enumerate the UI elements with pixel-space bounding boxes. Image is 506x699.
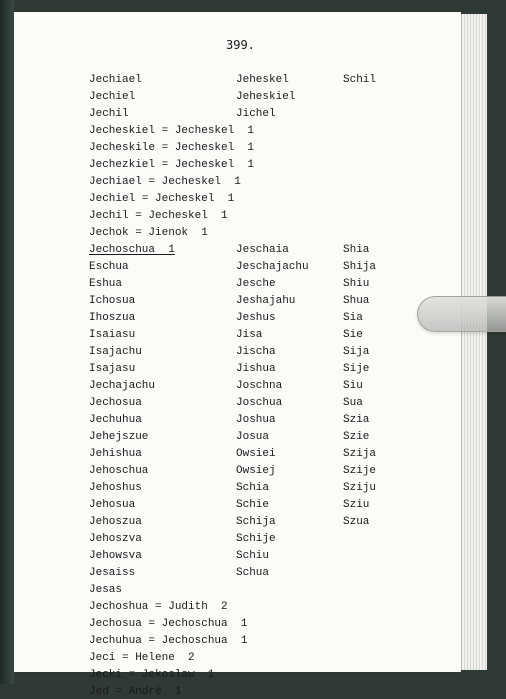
entry-col3-1: Shia — [343, 244, 370, 256]
entry-col2-11: Joschna — [236, 380, 283, 392]
entry-col1-26: Jehoszua — [89, 516, 142, 528]
entry-col3-0: Schil — [343, 74, 377, 86]
entry-col1-30: Jesas — [89, 584, 123, 596]
entry-col2-20: Schije — [236, 533, 276, 545]
page-number: 399. — [226, 38, 255, 52]
entry-col3-10: Sua — [343, 397, 363, 409]
entry-col1-20: Jechuhua — [89, 414, 142, 426]
entry-col3-12: Szie — [343, 431, 370, 443]
entry-col3-5: Sia — [343, 312, 363, 324]
entry-col2-22: Schua — [236, 567, 270, 579]
entry-col1-1: Jechiel — [89, 91, 136, 103]
entry-col3-14: Szije — [343, 465, 377, 477]
entry-col1-17: Isajasu — [89, 363, 136, 375]
entry-col1-6: Jechiael = Jecheskel 1 — [89, 176, 241, 188]
entry-col3-7: Sija — [343, 346, 370, 358]
entry-col1-15: Isaiasu — [89, 329, 136, 341]
entry-col1-25: Jehosua — [89, 499, 136, 511]
book-binding — [0, 0, 14, 684]
entry-col2-9: Jischa — [236, 346, 276, 358]
entry-col1-24: Jehoshus — [89, 482, 142, 494]
entry-col2-15: Owsiei — [236, 448, 276, 460]
entry-col1-11: Eschua — [89, 261, 129, 273]
entry-col1-9: Jechok = Jienok 1 — [89, 227, 208, 239]
entry-col1-3: Jecheskiel = Jecheskel 1 — [89, 125, 255, 137]
entry-col1-14: Ihoszua — [89, 312, 136, 324]
entry-col1-36: Jed = André 1 — [89, 686, 182, 698]
entry-col1-34: Jeci = Helene 2 — [89, 652, 195, 664]
entry-col1-4: Jecheskile = Jecheskel 1 — [89, 142, 255, 154]
entry-col3-16: Sziu — [343, 499, 370, 511]
entry-col3-9: Siu — [343, 380, 363, 392]
entry-col2-5: Jesche — [236, 278, 276, 290]
entry-col3-3: Shiu — [343, 278, 370, 290]
entry-col1-32: Jechosua = Jechoschua 1 — [89, 618, 248, 630]
entry-col3-8: Sije — [343, 363, 370, 375]
entry-col2-4: Jeschajachu — [236, 261, 309, 273]
entry-col1-21: Jehejszue — [89, 431, 149, 443]
entry-col2-10: Jishua — [236, 363, 276, 375]
entry-col1-13: Ichosua — [89, 295, 136, 307]
entry-col2-19: Schija — [236, 516, 276, 528]
section-heading-jechoschua: Jechoschua 1 — [89, 244, 175, 256]
entry-col2-21: Schiu — [236, 550, 270, 562]
entry-col2-13: Joshua — [236, 414, 276, 426]
entry-col1-23: Jehoschua — [89, 465, 149, 477]
entry-col2-2: Jichel — [236, 108, 276, 120]
entry-col3-4: Shua — [343, 295, 370, 307]
entry-col1-33: Jechuhua = Jechoschua 1 — [89, 635, 248, 647]
entry-col2-14: Josua — [236, 431, 270, 443]
entry-col2-3: Jeschaia — [236, 244, 289, 256]
entry-col1-16: Isajachu — [89, 346, 142, 358]
entry-col2-8: Jisa — [236, 329, 263, 341]
entry-col3-15: Sziju — [343, 482, 377, 494]
entry-col2-6: Jeshajahu — [236, 295, 296, 307]
entry-col1-2: Jechil — [89, 108, 129, 120]
entry-col1-35: Jecki = Jekoslaw 1 — [89, 669, 215, 681]
entry-col1-8: Jechil = Jecheskel 1 — [89, 210, 228, 222]
entry-col1-0: Jechiael — [89, 74, 142, 86]
entry-col1-7: Jechiel = Jecheskel 1 — [89, 193, 235, 205]
page-edges — [461, 14, 487, 670]
entry-col3-11: Szia — [343, 414, 370, 426]
entry-col3-6: Sie — [343, 329, 363, 341]
entry-col1-28: Jehowsva — [89, 550, 142, 562]
entry-col1-29: Jesaiss — [89, 567, 136, 579]
entry-col1-5: Jechezkiel = Jecheskel 1 — [89, 159, 255, 171]
entry-col1-22: Jehishua — [89, 448, 142, 460]
entry-col3-2: Shija — [343, 261, 377, 273]
entry-col2-17: Schia — [236, 482, 270, 494]
page-marker-tab — [417, 296, 506, 332]
entry-col1-27: Jehoszva — [89, 533, 142, 545]
entry-col2-18: Schie — [236, 499, 270, 511]
entry-col2-1: Jeheskiel — [236, 91, 296, 103]
entry-col2-7: Jeshus — [236, 312, 276, 324]
entry-col2-16: Owsiej — [236, 465, 276, 477]
entry-col1-31: Jechoshua = Judith 2 — [89, 601, 228, 613]
entry-col1-19: Jechosua — [89, 397, 142, 409]
entry-col2-0: Jeheskel — [236, 74, 289, 86]
entry-col3-17: Szua — [343, 516, 370, 528]
entry-col1-18: Jechajachu — [89, 380, 156, 392]
entry-col3-13: Szija — [343, 448, 377, 460]
entry-col2-12: Joschua — [236, 397, 283, 409]
entry-col1-12: Eshua — [89, 278, 123, 290]
